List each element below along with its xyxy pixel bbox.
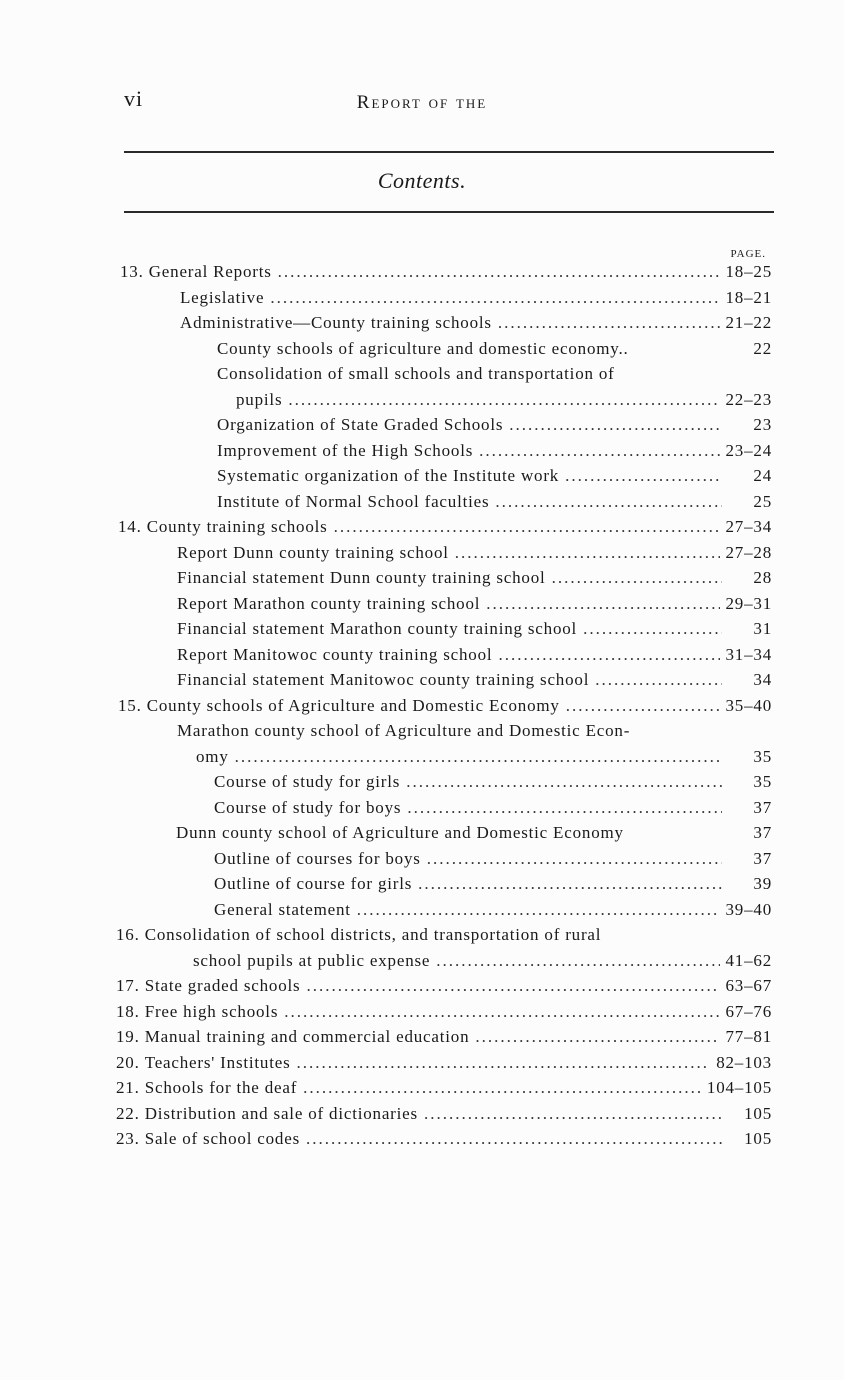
entry-page: 24: [753, 466, 772, 485]
dot-leader: [583, 619, 722, 639]
entry-page: 104–105: [706, 1078, 772, 1097]
entry-page: 105: [744, 1129, 772, 1148]
toc-entry: [193, 951, 772, 976]
dot-leader: [297, 1053, 711, 1073]
toc-entry: [214, 874, 772, 899]
toc-entry: [116, 925, 772, 950]
entry-page: 82–103: [716, 1052, 772, 1072]
entry-page: 39–40: [725, 899, 772, 919]
entry-number: 13.: [120, 262, 144, 281]
toc-entry: [177, 568, 772, 593]
entry-page: 67–76: [725, 1001, 772, 1021]
page-folio: vi: [124, 86, 144, 111]
dot-leader: [509, 415, 722, 435]
entry-number: 17.: [116, 976, 140, 995]
entry-page: 35–40: [725, 695, 772, 715]
dot-leader: [288, 390, 719, 410]
entry-page: 27–34: [725, 517, 772, 536]
entry-title: Outline of courses for boys: [214, 848, 421, 868]
running-head: Report of the: [356, 92, 488, 113]
dot-leader: [306, 976, 719, 996]
entry-title: Organization of State Graded Schools: [217, 415, 504, 434]
entry-number: 22.: [116, 1103, 140, 1123]
entry-page: 63–67: [725, 976, 772, 995]
toc-entry: [217, 466, 772, 491]
entry-number: 20.: [116, 1052, 140, 1072]
dot-leader: [334, 517, 720, 537]
entry-title: pupils: [236, 389, 283, 409]
toc-entry: [177, 721, 772, 746]
entry-title: General Reports: [148, 262, 272, 281]
entry-title: State graded schools: [144, 976, 301, 995]
toc-entry: [118, 696, 772, 721]
entry-page: 21–22: [725, 313, 772, 332]
toc-entry: [177, 670, 772, 695]
entry-title: Distribution and sale of dictionaries: [144, 1103, 418, 1123]
entry-number: 16.: [116, 925, 140, 944]
entry-title: Report Marathon county training school: [177, 593, 481, 613]
entry-title: Marathon county school of Agriculture and Domestic Econ-: [177, 721, 631, 740]
page-column-label: PAGE.: [730, 248, 766, 260]
dot-leader: [407, 798, 722, 818]
dot-leader: [427, 849, 722, 869]
dot-leader: [303, 1078, 701, 1098]
toc-entry: [116, 1027, 772, 1052]
dot-leader: [498, 313, 720, 333]
toc-entry: [118, 517, 772, 542]
toc-entry: [176, 823, 772, 848]
entry-number: 23.: [116, 1129, 140, 1148]
entry-title: Report Dunn county training school: [177, 542, 449, 562]
entry-title: omy: [196, 746, 229, 766]
entry-page: 22: [753, 338, 772, 358]
entry-title: Consolidation of school districts, and transportation of rural: [144, 925, 602, 944]
entry-title: Outline of course for girls: [214, 874, 413, 893]
toc-entry: [217, 415, 772, 440]
entry-number: 21.: [116, 1078, 140, 1097]
entry-page: 23: [753, 415, 772, 434]
entry-page: 29–31: [725, 593, 772, 613]
dot-leader: [284, 1002, 719, 1022]
entry-title: Financial statement Dunn county training school: [177, 568, 546, 587]
toc-entry: [120, 262, 772, 287]
entry-page: 105: [744, 1103, 772, 1123]
dot-leader: [418, 874, 722, 894]
dot-leader: [406, 772, 722, 792]
toc-entry: [116, 1078, 772, 1103]
toc-entry: [217, 492, 772, 517]
toc-entry: [116, 1002, 772, 1027]
toc-entry: [180, 313, 772, 338]
toc-entry: [116, 976, 772, 1001]
toc-entry: [236, 390, 772, 415]
entry-page: 31–34: [725, 644, 772, 664]
toc-entry: [177, 594, 772, 619]
entry-page: 37: [753, 848, 772, 868]
entry-page: 28: [753, 568, 772, 587]
toc-entry: [180, 288, 772, 313]
entry-title: Improvement of the High Schools: [217, 440, 474, 460]
toc-entry: [116, 1104, 772, 1129]
entry-page: 37: [753, 797, 772, 817]
entry-title: General statement: [214, 899, 351, 919]
entry-title: Manual training and commercial education: [144, 1027, 470, 1046]
entry-page: 39: [753, 874, 772, 893]
toc-entry: [177, 543, 772, 568]
entry-title: Schools for the deaf: [144, 1078, 298, 1097]
entry-number: 18.: [116, 1001, 140, 1021]
entry-title: school pupils at public expense: [193, 950, 431, 970]
entry-title: Teachers' Institutes: [144, 1052, 291, 1072]
bottom-rule: [124, 211, 774, 213]
dot-leader: [306, 1129, 722, 1149]
toc-entry: [214, 772, 772, 797]
entry-title: Course of study for girls: [214, 772, 401, 791]
top-rule: [124, 151, 774, 153]
dot-leader: [270, 288, 719, 308]
entry-page: 41–62: [725, 950, 772, 970]
entry-title: Course of study for boys: [214, 797, 402, 817]
entry-number: 19.: [116, 1027, 140, 1046]
dot-leader: [495, 492, 722, 512]
dot-leader: [436, 951, 719, 971]
dot-leader: [479, 441, 719, 461]
dot-leader: [357, 900, 720, 920]
toc-entry: [217, 441, 772, 466]
toc-entry: [116, 1129, 772, 1154]
entry-page: 35: [753, 746, 772, 766]
entry-title: Institute of Normal School faculties: [217, 491, 490, 511]
entry-page: 34: [753, 670, 772, 689]
entry-number: 15.: [118, 695, 142, 715]
entry-title: County schools of agriculture and domestic economy..: [217, 338, 629, 358]
toc-entry: [177, 619, 772, 644]
entry-title: Report Manitowoc county training school: [177, 644, 493, 664]
entry-page: 35: [753, 772, 772, 791]
entry-number: 14.: [118, 517, 142, 536]
dot-leader: [475, 1027, 719, 1047]
entry-page: 22–23: [725, 389, 772, 409]
entry-title: County training schools: [146, 517, 328, 536]
entry-title: Free high schools: [144, 1001, 279, 1021]
entry-page: 77–81: [725, 1027, 772, 1046]
entry-title: Financial statement Marathon county training school: [177, 619, 578, 638]
entry-title: Systematic organization of the Institute work: [217, 466, 560, 485]
dot-leader: [455, 543, 720, 563]
toc-entry: [214, 849, 772, 874]
dot-leader: [486, 594, 719, 614]
entry-page: 25: [753, 491, 772, 511]
toc-entry: [177, 645, 772, 670]
entry-title: Sale of school codes: [144, 1129, 300, 1148]
dot-leader: [278, 262, 720, 282]
toc-entry: [217, 364, 772, 389]
toc-entry: [116, 1053, 772, 1078]
entry-title: Financial statement Manitowoc county training school: [177, 670, 590, 689]
entry-page: 31: [753, 619, 772, 638]
entry-page: 18–25: [725, 262, 772, 281]
toc-entry: [214, 900, 772, 925]
entry-title: County schools of Agriculture and Domestic Economy: [146, 695, 560, 715]
entry-title: Legislative: [180, 287, 265, 307]
entry-title: Consolidation of small schools and transportation of: [217, 364, 615, 383]
entry-title: Dunn county school of Agriculture and Domestic Economy: [176, 823, 624, 842]
dot-leader: [498, 645, 719, 665]
dot-leader: [566, 696, 720, 716]
dot-leader: [565, 466, 722, 486]
entry-page: 18–21: [725, 287, 772, 307]
toc-entry: [196, 747, 772, 772]
toc-entry: [217, 339, 772, 364]
toc-entry: [214, 798, 772, 823]
dot-leader: [424, 1104, 722, 1124]
dot-leader: [235, 747, 722, 767]
contents-title: Contents.: [377, 168, 467, 193]
dot-leader: [552, 568, 722, 588]
entry-title: Administrative—County training schools: [180, 313, 492, 332]
entry-page: 27–28: [725, 542, 772, 562]
entry-page: 23–24: [725, 440, 772, 460]
dot-leader: [595, 670, 722, 690]
entry-page: 37: [753, 823, 772, 842]
